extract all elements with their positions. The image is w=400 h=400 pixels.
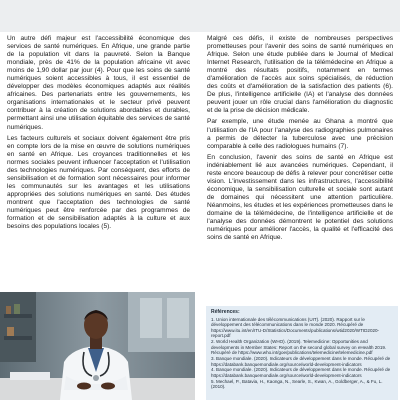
paragraph: Par exemple, une étude menée au Ghana a montré que l'utilisation de l'IA pour l'analyse des radiographies pulmonaires a permis de détecter la tuberculose avec une précision comparable à celle des radiologues humains (7). bbox=[207, 118, 393, 150]
right-column bbox=[207, 35, 393, 242]
reference-item: 1. Union internationale des télécommunications (UIT). (2020). Rapport sur le développement des télécommunications dans le monde 2020. Récupéré de https://www.itu.int/en/ITU-D/Statistics/Documents/publications/wtid2020/WTID2020-report.pdf bbox=[211, 316, 380, 339]
paragraph: Malgré ces défis, il existe de nombreuses perspectives prometteuses pour l'avenir des soins de santé numériques en Afrique. Selon une étude publiée dans le Journal of Medical Internet Research, l'utilisation de la télémédecine en Afrique a montré des résultats positifs, notamment en termes d'amélioration de l'accès aux soins spécialisés, de réduction des coûts et d'amélioration de la satisfaction des patients (6). De plus, l'intelligence artificielle (IA) et l'analyse des données peuvent jouer un rôle crucial dans l'amélioration du diagnostic et de la prise de décision médicale. bbox=[207, 35, 393, 115]
reference-item: 2. World Health Organization (WHO). (2019). Telemedicine: Opportunities and developments in Member States: Report on the second global survey on eHealth 2019. Récupéré de https://www.who.int/goe/publications/telemedicine/telemedicine.pdf bbox=[211, 339, 387, 356]
header-band bbox=[0, 0, 400, 32]
references-box bbox=[206, 306, 398, 400]
left-column bbox=[7, 35, 190, 231]
doctor-illustration bbox=[0, 292, 195, 400]
reference-item: 5. Mechael, P., Batavia, H., Kaonga, N., Searle, S., Kwan, A., Goldberger, A., & Fu, L. (2010). bbox=[211, 378, 383, 390]
doctor-photo bbox=[0, 292, 195, 400]
reference-item: 3. Banque mondiale. (2020). Indicateurs de développement dans le monde. Récupéré de https://databank.banquemondiale.org/source/world-development-indicators bbox=[211, 356, 391, 367]
paragraph: Un autre défi majeur est l'accessibilité économique des services de santé numériques. En Afrique, une grande partie de la population vit dans la pauvreté. Selon la Banque mondiale, près de 41% de la population africaine vit avec moins de 1,90 dollar par jour (4). Pour que les soins de santé numériques soient accessibles à tous, il est essentiel de développer des modèles économiques adaptés aux réalités africaines. Des partenariats entre les gouvernements, les organisations internationales et le secteur privé peuvent contribuer à la création de solutions abordables et durables, permettant ainsi une utilisation équitable des services de santé numériques. bbox=[7, 35, 190, 131]
paragraph: Les facteurs culturels et sociaux doivent également être pris en compte lors de la mise en œuvre de solutions numériques en santé en Afrique. Les croyances traditionnelles et les normes sociales peuvent influencer l'acceptation et l'utilisation des technologies numériques. Par conséquent, des efforts de sensibilisation et de formation sont nécessaires pour informer les communautés sur les avantages et les utilisations appropriées des solutions numériques en santé. Des études montrent que l'acceptation des technologies de santé numériques peut être renforcée par des programmes de formation et de sensibilisation adaptés à la culture et aux besoins des populations locales (5). bbox=[7, 134, 190, 231]
reference-item: 4. Banque mondiale. (2020). Indicateurs de développement dans le monde. Récupéré de https://databank.banquemondiale.org/source/world-development-indicators bbox=[211, 367, 391, 379]
references-title: Références: bbox=[211, 309, 240, 315]
paragraph: En conclusion, l'avenir des soins de santé en Afrique est indéniablement lié aux avancées numériques. Cependant, il reste encore beaucoup de défis à relever pour concrétiser cette vision. L'investissement dans les infrastructures, l'accessibilité économique, la sensibilisation culturelle et sociale sont autant de domaines qui nécessitent une attention particulière. Néanmoins, les études et les expériences prometteuses dans le domaine de la télémédecine, de l'intelligence artificielle et de l'analyse des données démontrent le potentiel des solutions numériques pour améliorer l'accès, la qualité et l'efficacité des soins de santé en Afrique. bbox=[207, 153, 393, 242]
